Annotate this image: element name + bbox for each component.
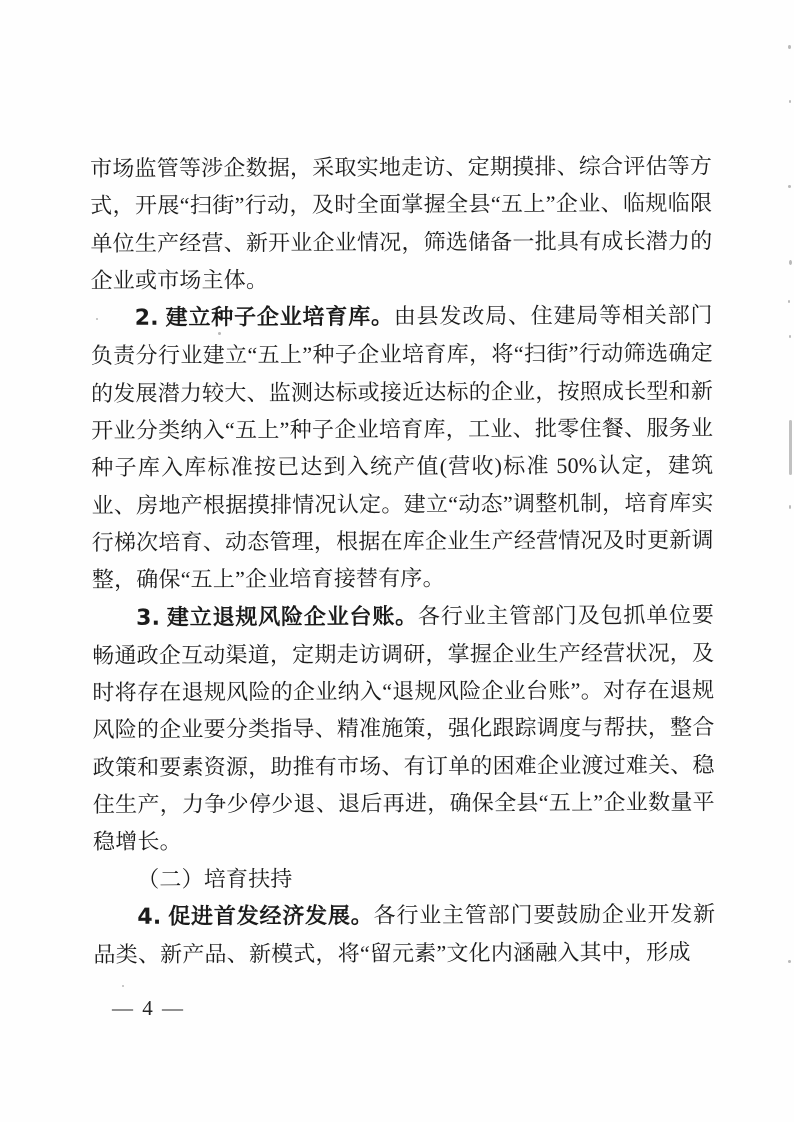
paragraph-2-text: 由县发改局、住建局等相关部门负责分行业建立“五上”种子企业培育库，将“扫街”行动筛选确定的发展潜力较大、监测达标或接近达标的企业，按照成长型和新开业分类纳入“五上”种子企业培育库，工业、批零住餐、服务业种子库入库标准按已达到入统产值(营收)标准 50%认定，建筑业、房地产根据摸排情况认定。建立“动态”调整机制，培育库实行梯次培育、动态管理，根据在库企业生产经营情况及时更新调整，确保“五上”企业培育接替有序。 [90, 302, 714, 593]
paragraph-2 [91, 296, 714, 598]
paragraph-continuation [90, 147, 713, 299]
scan-speck [788, 45, 791, 49]
paragraph-3-text: 各行业主管部门及包抓单位要畅通政企互动渠道，定期走访调研，掌握企业生产经营状况，及时将存在退规风险的企业纳入“退规风险企业台账”。对存在退规风险的企业要分类指导、精准施策，强化跟踪调度与帮扶，整合政策和要素资源，助推有市场、有订单的困难企业渡过难关、稳住生产，力争少停少退、退后再进，确保全县“五上”企业数量平稳增长。 [92, 601, 715, 855]
paragraph-3-heading: 建立退规风险企业台账。 [166, 604, 419, 631]
scan-speck [789, 335, 791, 338]
scan-speck [122, 985, 124, 987]
paragraph-3 [92, 596, 715, 861]
scan-speck [789, 505, 791, 509]
scan-speck [788, 185, 791, 188]
section-heading-2-text: （二）培育扶持 [137, 865, 293, 892]
document-body [90, 147, 716, 973]
paragraph-4-heading: 促进首发经济发展。 [167, 903, 374, 930]
scan-speck [789, 100, 791, 103]
scan-edge-smudge [789, 420, 792, 475]
paragraph-2-number: 2. [134, 305, 159, 331]
scan-speck [789, 260, 792, 265]
paragraph-2-heading: 建立种子企业培育库。 [164, 304, 394, 331]
scan-speck [96, 318, 98, 320]
paragraph-3-number: 3. [135, 605, 161, 631]
paragraph-4 [93, 895, 715, 973]
paragraph-4-number: 4. [137, 904, 162, 930]
scan-speck [218, 332, 221, 335]
paragraph-4-text: 各行业主管部门要鼓励企业开发新品类、新产品、新模式，将“留元素”文化内涵融入其中，形成 [93, 901, 716, 968]
scan-speck [788, 960, 791, 963]
section-heading-2 [93, 858, 715, 898]
scan-speck [788, 300, 790, 303]
page-number: — 4 — [112, 996, 185, 1020]
paragraph-continuation-text: 市场监管等涉企数据，采取实地走访、定期摸排、综合评估等方式，开展“扫街”行动，及时全面掌握全县“五上”企业、临规临限单位生产经营、新开业企业情况，筛选储备一批具有成长潜力的企业或市场主体。 [90, 153, 713, 293]
